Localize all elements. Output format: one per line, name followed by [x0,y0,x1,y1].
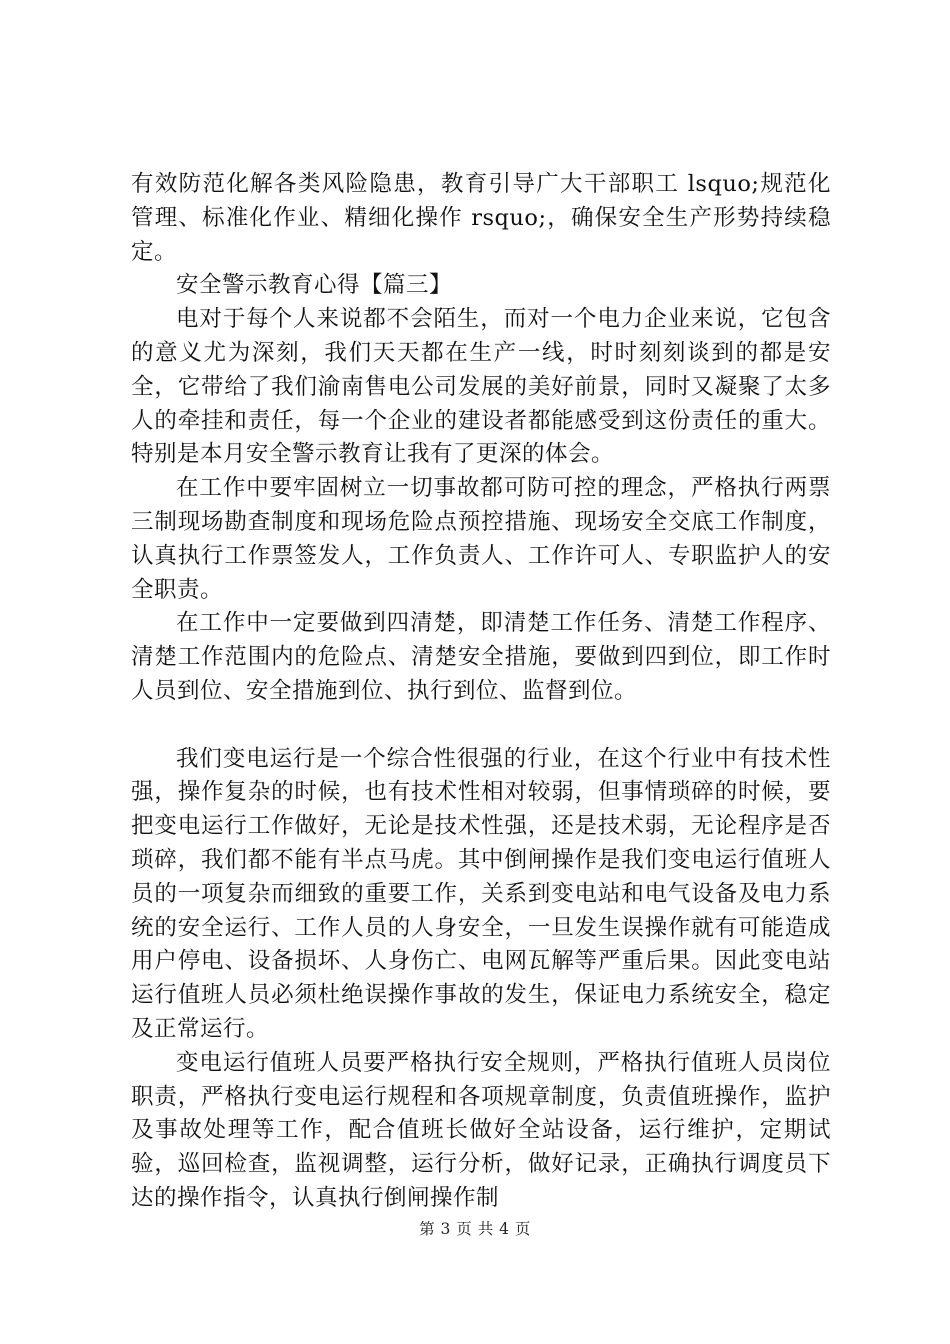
intro-continuation: 有效防范化解各类风险隐患，教育引导广大干部职工 lsquo;规范化管理、标准化作业、精细化操作 rsquo;，确保安全生产形势持续稳定。 [131,171,831,265]
section-title: 安全警示教育心得【篇三】 [176,272,453,299]
page-footer: 第 3 页 共 4 页 [419,1220,531,1238]
paragraph-5: 变电运行值班人员要严格执行安全规则，严格执行值班人员岗位职责，严格执行变电运行规程和各项规章制度，负责值班操作，监护及事故处理等工作，配合值班长做好全站设备，运行维护，定期试验，巡回检查，监视调整，运行分析，做好记录，正确执行调度员下达的操作指令，认真执行倒闸操作制 [131,1049,831,1211]
paragraph-4: 我们变电运行是一个综合性很强的行业，在这个行业中有技术性强，操作复杂的时候，也有技术性相对较弱，但事情琐碎的时候，要把变电运行工作做好，无论是技术性强，还是技术弱，无论程序是否琐碎，我们都不能有半点马虎。其中倒闸操作是我们变电运行值班人员的一项复杂而细致的重要工作，关系到变电站和电气设备及电力系统的安全运行、工作人员的人身安全，一旦发生误操作就有可能造成用户停电、设备损坏、人身伤亡、电网瓦解等严重后果。因此变电站运行值班人员必须杜绝误操作事故的发生，保证电力系统安全，稳定及正常运行。 [131,745,831,1042]
paragraph-spacer [131,709,831,743]
document-body [131,168,831,1216]
paragraph-1: 电对于每个人来说都不会陌生，而对一个电力企业来说，它包含的意义尤为深刻，我们天天都在生产一线，时时刻刻谈到的都是安全，它带给了我们渝南售电公司发展的美好前景，同时又凝聚了太多人的牵挂和责任，每一个企业的建设者都能感受到这份责任的重大。特别是本月安全警示教育让我有了更深的体会。 [131,306,831,468]
paragraph-2: 在工作中要牢固树立一切事故都可防可控的理念，严格执行两票三制现场勘查制度和现场危险点预控措施、现场安全交底工作制度，认真执行工作票签发人，工作负责人、工作许可人、专职监护人的安全职责。 [131,475,831,603]
paragraph-3: 在工作中一定要做到四清楚，即清楚工作任务、清楚工作程序、清楚工作范围内的危险点、清楚安全措施，要做到四到位，即工作时人员到位、安全措施到位、执行到位、监督到位。 [131,610,831,704]
